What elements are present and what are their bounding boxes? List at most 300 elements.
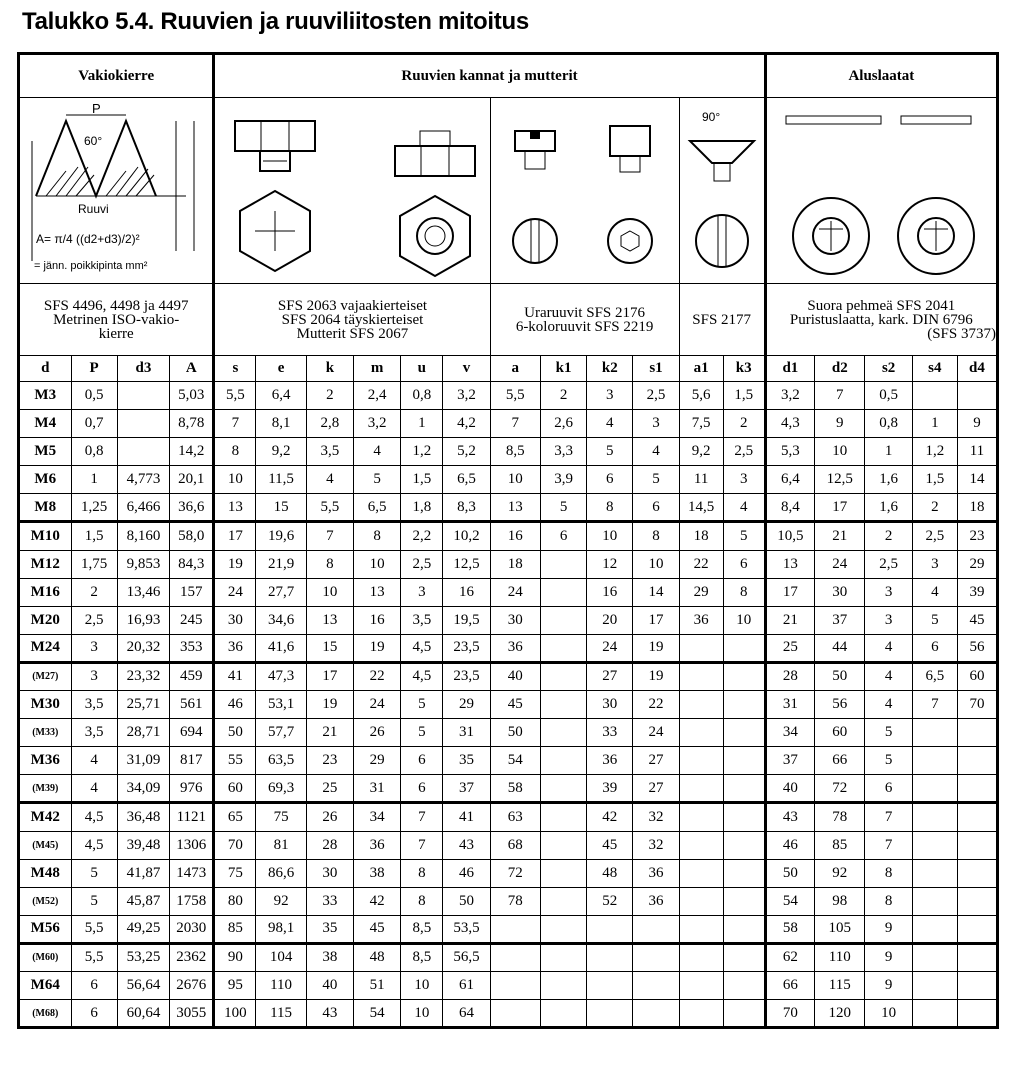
table-cell: 6 <box>865 775 912 803</box>
table-cell <box>633 943 679 971</box>
table-cell: 19 <box>306 691 353 719</box>
table-cell <box>540 971 586 999</box>
table-cell: 8 <box>306 550 353 578</box>
table-cell <box>679 915 723 943</box>
table-cell: 36,48 <box>117 803 170 831</box>
table-cell: 11 <box>679 466 723 494</box>
table-cell: 30 <box>587 691 633 719</box>
table-cell: 8 <box>633 522 679 550</box>
table-cell: 16 <box>443 578 490 606</box>
table-cell: 3 <box>587 382 633 410</box>
table-cell <box>540 1000 586 1028</box>
column-header-15: k3 <box>723 356 765 382</box>
table-cell: 13 <box>354 578 401 606</box>
table-cell: 42 <box>587 803 633 831</box>
table-cell: 53,5 <box>443 915 490 943</box>
table-cell: 3,5 <box>71 691 117 719</box>
table-cell: 694 <box>170 719 214 747</box>
table-cell: 36 <box>354 831 401 859</box>
table-cell <box>723 775 765 803</box>
table-cell: 26 <box>306 803 353 831</box>
table-cell: 2,5 <box>865 550 912 578</box>
table-cell: 22 <box>633 691 679 719</box>
table-cell: 24 <box>587 634 633 662</box>
table-cell: 7 <box>815 382 865 410</box>
table-cell: 6 <box>401 775 443 803</box>
thread-size-cell: M10 <box>19 522 72 550</box>
table-cell: 10 <box>633 550 679 578</box>
table-cell: 10 <box>306 578 353 606</box>
table-row <box>19 747 998 775</box>
table-row <box>19 494 998 522</box>
standard-vakio: SFS 4496, 4498 ja 4497 Metrinen ISO-vakio- kierre <box>19 284 214 356</box>
column-header-10: a <box>490 356 540 382</box>
section-vakiokierre: Vakiokierre <box>19 54 214 98</box>
table-cell: 16 <box>587 578 633 606</box>
table-cell: 2362 <box>170 943 214 971</box>
table-cell <box>540 915 586 943</box>
table-cell <box>957 831 997 859</box>
hex-bolt-diagram <box>214 98 490 284</box>
table-cell: 12,5 <box>443 550 490 578</box>
table-cell: 14 <box>633 578 679 606</box>
table-cell: 41,87 <box>117 859 170 887</box>
table-cell: 47,3 <box>256 662 306 690</box>
table-cell: 27 <box>587 662 633 690</box>
standard-kannat: SFS 2063 vajaakierteiset SFS 2064 täyskierteiset Mutterit SFS 2067 <box>214 284 490 356</box>
table-cell: 50 <box>214 719 256 747</box>
table-cell: 42 <box>354 887 401 915</box>
table-cell: 64 <box>443 1000 490 1028</box>
table-cell <box>912 803 957 831</box>
table-row <box>19 466 998 494</box>
table-cell: 17 <box>306 662 353 690</box>
table-cell <box>679 1000 723 1028</box>
table-cell: 36 <box>679 606 723 634</box>
table-cell: 25,71 <box>117 691 170 719</box>
table-cell <box>912 1000 957 1028</box>
table-cell: 31 <box>443 719 490 747</box>
table-cell: 14 <box>957 466 997 494</box>
table-cell: 20 <box>587 606 633 634</box>
table-cell: 4,773 <box>117 466 170 494</box>
table-cell: 32 <box>633 831 679 859</box>
table-cell: 2 <box>865 522 912 550</box>
table-cell <box>723 943 765 971</box>
table-cell: 24 <box>633 719 679 747</box>
table-cell: 30 <box>306 859 353 887</box>
table-cell: 1,5 <box>71 522 117 550</box>
thread-size-cell: (M52) <box>19 887 72 915</box>
table-cell <box>633 915 679 943</box>
table-cell: 29 <box>679 578 723 606</box>
table-cell: 95 <box>214 971 256 999</box>
table-cell <box>679 634 723 662</box>
table-cell <box>912 943 957 971</box>
column-header-4: s <box>214 356 256 382</box>
table-cell <box>540 943 586 971</box>
table-cell: 51 <box>354 971 401 999</box>
thread-size-cell: M12 <box>19 550 72 578</box>
table-cell: 53,25 <box>117 943 170 971</box>
table-cell: 36 <box>633 859 679 887</box>
table-row <box>19 522 998 550</box>
table-cell <box>912 719 957 747</box>
table-cell: 2676 <box>170 971 214 999</box>
table-cell: 92 <box>815 859 865 887</box>
table-cell: 69,3 <box>256 775 306 803</box>
table-cell: 36 <box>633 887 679 915</box>
standard-uppo: SFS 2177 <box>679 284 765 356</box>
table-cell <box>912 747 957 775</box>
table-cell <box>723 747 765 775</box>
table-cell: 4 <box>354 438 401 466</box>
table-cell: 1,2 <box>401 438 443 466</box>
table-cell: 4 <box>587 410 633 438</box>
table-cell: 1,6 <box>865 466 912 494</box>
table-cell <box>723 803 765 831</box>
table-cell: 1306 <box>170 831 214 859</box>
table-cell: 2030 <box>170 915 214 943</box>
table-cell: 2 <box>723 410 765 438</box>
table-cell: 20,1 <box>170 466 214 494</box>
table-cell: 6 <box>633 494 679 522</box>
table-cell <box>679 831 723 859</box>
table-cell: 353 <box>170 634 214 662</box>
table-cell: 459 <box>170 662 214 690</box>
table-cell: 66 <box>765 971 814 999</box>
area-note: = jänn. poikkipinta mm² <box>34 259 148 272</box>
table-cell: 24 <box>214 578 256 606</box>
table-cell: 46 <box>214 691 256 719</box>
table-cell: 68 <box>490 831 540 859</box>
table-cell <box>912 382 957 410</box>
table-cell: 66 <box>815 747 865 775</box>
table-cell: 56 <box>957 634 997 662</box>
table-cell: 48 <box>587 859 633 887</box>
column-header-14: a1 <box>679 356 723 382</box>
table-cell: 6,5 <box>354 494 401 522</box>
table-cell: 39,48 <box>117 831 170 859</box>
table-cell: 18 <box>957 494 997 522</box>
table-cell: 4 <box>633 438 679 466</box>
table-cell <box>679 887 723 915</box>
table-cell: 60 <box>815 719 865 747</box>
washer-drawing <box>771 101 991 281</box>
table-cell <box>117 410 170 438</box>
table-cell: 45 <box>587 831 633 859</box>
thread-diagram <box>19 98 214 284</box>
table-cell: 1,25 <box>71 494 117 522</box>
table-cell: 50 <box>815 662 865 690</box>
table-cell: 13 <box>490 494 540 522</box>
table-cell <box>957 971 997 999</box>
table-cell: 3055 <box>170 1000 214 1028</box>
column-header-17: d2 <box>815 356 865 382</box>
table-cell: 90 <box>214 943 256 971</box>
table-cell: 75 <box>256 803 306 831</box>
column-header-19: s4 <box>912 356 957 382</box>
table-cell: 24 <box>815 550 865 578</box>
thread-size-cell: (M60) <box>19 943 72 971</box>
table-cell: 86,6 <box>256 859 306 887</box>
table-cell: 9 <box>957 410 997 438</box>
table-cell <box>490 1000 540 1028</box>
table-body <box>19 382 998 1028</box>
table-cell: 72 <box>490 859 540 887</box>
table-cell: 54 <box>765 887 814 915</box>
table-cell <box>540 887 586 915</box>
table-cell: 19 <box>633 662 679 690</box>
table-cell: 7,5 <box>679 410 723 438</box>
table-cell: 14,5 <box>679 494 723 522</box>
table-cell <box>723 662 765 690</box>
table-cell: 6,466 <box>117 494 170 522</box>
table-cell <box>679 775 723 803</box>
table-cell: 6,5 <box>912 662 957 690</box>
table-cell: 36 <box>490 634 540 662</box>
table-cell <box>679 691 723 719</box>
table-cell: 56,64 <box>117 971 170 999</box>
table-cell <box>540 578 586 606</box>
table-cell <box>540 831 586 859</box>
table-cell: 5,3 <box>765 438 814 466</box>
table-cell: 17 <box>214 522 256 550</box>
table-row <box>19 719 998 747</box>
thread-size-cell: M8 <box>19 494 72 522</box>
table-cell: 3 <box>865 606 912 634</box>
table-cell: 2,4 <box>354 382 401 410</box>
table-cell: 1,5 <box>723 382 765 410</box>
table-cell: 5 <box>865 719 912 747</box>
table-cell <box>587 915 633 943</box>
table-cell: 3,5 <box>71 719 117 747</box>
table-cell: 0,5 <box>865 382 912 410</box>
table-cell <box>540 859 586 887</box>
table-cell: 5 <box>865 747 912 775</box>
table-cell: 10 <box>401 1000 443 1028</box>
standard-alus: Suora pehmeä SFS 2041 Puristuslaatta, kark. DIN 6796 (SFS 3737) <box>765 284 997 356</box>
table-cell: 22 <box>354 662 401 690</box>
washer-diagram <box>765 98 997 284</box>
table-cell: 4,5 <box>71 803 117 831</box>
standard-ura: Uraruuvit SFS 2176 6-koloruuvit SFS 2219 <box>490 284 679 356</box>
table-cell: 80 <box>214 887 256 915</box>
column-header-3: A <box>170 356 214 382</box>
table-cell: 40 <box>306 971 353 999</box>
table-cell <box>957 803 997 831</box>
table-cell: 0,8 <box>865 410 912 438</box>
table-cell: 1473 <box>170 859 214 887</box>
area-formula: A= π/4 ((d2+d3)/2)² <box>36 231 140 246</box>
table-cell: 100 <box>214 1000 256 1028</box>
table-cell: 27,7 <box>256 578 306 606</box>
table-cell: 15 <box>256 494 306 522</box>
table-cell: 8,1 <box>256 410 306 438</box>
table-cell: 5,5 <box>214 382 256 410</box>
table-cell: 28 <box>765 662 814 690</box>
table-cell: 7 <box>401 803 443 831</box>
table-cell: 120 <box>815 1000 865 1028</box>
table-cell: 34,09 <box>117 775 170 803</box>
column-header-13: s1 <box>633 356 679 382</box>
table-cell: 6 <box>71 971 117 999</box>
table-cell: 70 <box>214 831 256 859</box>
hex-bolt-drawing <box>215 101 490 281</box>
table-cell: 39 <box>587 775 633 803</box>
table-cell: 8,160 <box>117 522 170 550</box>
table-cell: 5,03 <box>170 382 214 410</box>
table-cell: 4 <box>306 466 353 494</box>
table-cell: 3 <box>633 410 679 438</box>
table-cell: 10 <box>587 522 633 550</box>
angle90-label: 90° <box>701 109 720 124</box>
table-cell: 7 <box>865 803 912 831</box>
table-cell: 1,5 <box>912 466 957 494</box>
table-cell: 40 <box>765 775 814 803</box>
table-cell <box>540 550 586 578</box>
table-cell: 8 <box>865 859 912 887</box>
table-cell: 37 <box>815 606 865 634</box>
table-cell: 65 <box>214 803 256 831</box>
table-row <box>19 662 998 690</box>
table-cell: 29 <box>443 691 490 719</box>
table-cell: 31 <box>354 775 401 803</box>
table-cell <box>723 691 765 719</box>
table-cell: 49,25 <box>117 915 170 943</box>
table-cell <box>957 747 997 775</box>
table-cell <box>117 382 170 410</box>
table-cell: 8,5 <box>401 943 443 971</box>
table-cell: 15 <box>306 634 353 662</box>
table-cell: 4 <box>723 494 765 522</box>
table-cell: 36 <box>214 634 256 662</box>
table-cell: 2 <box>306 382 353 410</box>
table-cell: 23,32 <box>117 662 170 690</box>
thread-size-cell: M16 <box>19 578 72 606</box>
table-cell: 13 <box>765 550 814 578</box>
table-cell: 2,2 <box>401 522 443 550</box>
section-aluslaatat: Aluslaatat <box>765 54 997 98</box>
table-cell: 23,5 <box>443 662 490 690</box>
column-header-6: k <box>306 356 353 382</box>
table-cell: 4,2 <box>443 410 490 438</box>
table-cell: 0,7 <box>71 410 117 438</box>
table-cell: 17 <box>633 606 679 634</box>
table-cell: 52 <box>587 887 633 915</box>
table-row <box>19 410 998 438</box>
table-cell: 8 <box>401 859 443 887</box>
thread-size-cell: (M27) <box>19 662 72 690</box>
slotted-screw-drawing <box>495 101 675 281</box>
table-cell <box>723 887 765 915</box>
table-cell <box>540 691 586 719</box>
angle-label: 60° <box>84 133 103 148</box>
table-cell: 0,8 <box>71 438 117 466</box>
table-cell: 5 <box>587 438 633 466</box>
table-row <box>19 915 998 943</box>
table-cell: 1,2 <box>912 438 957 466</box>
table-row <box>19 634 998 662</box>
table-cell: 3 <box>71 634 117 662</box>
table-row <box>19 550 998 578</box>
table-cell: 85 <box>214 915 256 943</box>
table-row <box>19 803 998 831</box>
table-cell: 1,75 <box>71 550 117 578</box>
table-cell: 43 <box>306 1000 353 1028</box>
table-cell: 1121 <box>170 803 214 831</box>
ruuvi-label: Ruuvi <box>78 201 109 216</box>
table-cell: 16 <box>354 606 401 634</box>
table-cell: 7 <box>306 522 353 550</box>
table-cell: 17 <box>815 494 865 522</box>
table-cell: 78 <box>490 887 540 915</box>
table-cell: 5 <box>354 466 401 494</box>
table-cell: 11 <box>957 438 997 466</box>
table-cell <box>957 1000 997 1028</box>
table-cell: 9,2 <box>256 438 306 466</box>
table-cell: 5 <box>71 887 117 915</box>
table-cell: 5 <box>401 719 443 747</box>
table-cell: 9 <box>865 943 912 971</box>
thread-size-cell: M36 <box>19 747 72 775</box>
table-cell: 19,5 <box>443 606 490 634</box>
table-cell: 29 <box>957 550 997 578</box>
table-row <box>19 382 998 410</box>
table-row <box>19 775 998 803</box>
table-cell <box>957 887 997 915</box>
table-cell: 23 <box>306 747 353 775</box>
table-cell: 2,6 <box>540 410 586 438</box>
table-cell: 10,2 <box>443 522 490 550</box>
table-cell: 1 <box>912 410 957 438</box>
thread-size-cell: M20 <box>19 606 72 634</box>
table-cell: 98,1 <box>256 915 306 943</box>
table-cell: 58 <box>490 775 540 803</box>
table-cell: 23 <box>957 522 997 550</box>
table-cell <box>540 775 586 803</box>
table-cell: 16 <box>490 522 540 550</box>
table-cell <box>723 1000 765 1028</box>
thread-size-cell: M30 <box>19 691 72 719</box>
table-cell: 58 <box>765 915 814 943</box>
table-cell: 0,5 <box>71 382 117 410</box>
table-cell: 5 <box>540 494 586 522</box>
table-cell: 157 <box>170 578 214 606</box>
table-cell: 27 <box>633 747 679 775</box>
table-cell: 50 <box>443 887 490 915</box>
table-cell <box>587 971 633 999</box>
column-header-18: s2 <box>865 356 912 382</box>
table-cell: 12 <box>587 550 633 578</box>
table-row <box>19 691 998 719</box>
table-cell: 2 <box>540 382 586 410</box>
table-cell: 4,3 <box>765 410 814 438</box>
page-title: Talukko 5.4. Ruuvien ja ruuviliitosten mitoitus <box>22 8 529 35</box>
table-cell: 63,5 <box>256 747 306 775</box>
table-cell <box>957 859 997 887</box>
table-cell: 22 <box>679 550 723 578</box>
table-cell <box>679 859 723 887</box>
table-cell: 41 <box>214 662 256 690</box>
table-cell: 40 <box>490 662 540 690</box>
table-cell <box>912 859 957 887</box>
table-cell: 54 <box>354 1000 401 1028</box>
table-cell: 2,5 <box>71 606 117 634</box>
table-cell: 17 <box>765 578 814 606</box>
column-header-9: v <box>443 356 490 382</box>
table-cell: 2 <box>912 494 957 522</box>
